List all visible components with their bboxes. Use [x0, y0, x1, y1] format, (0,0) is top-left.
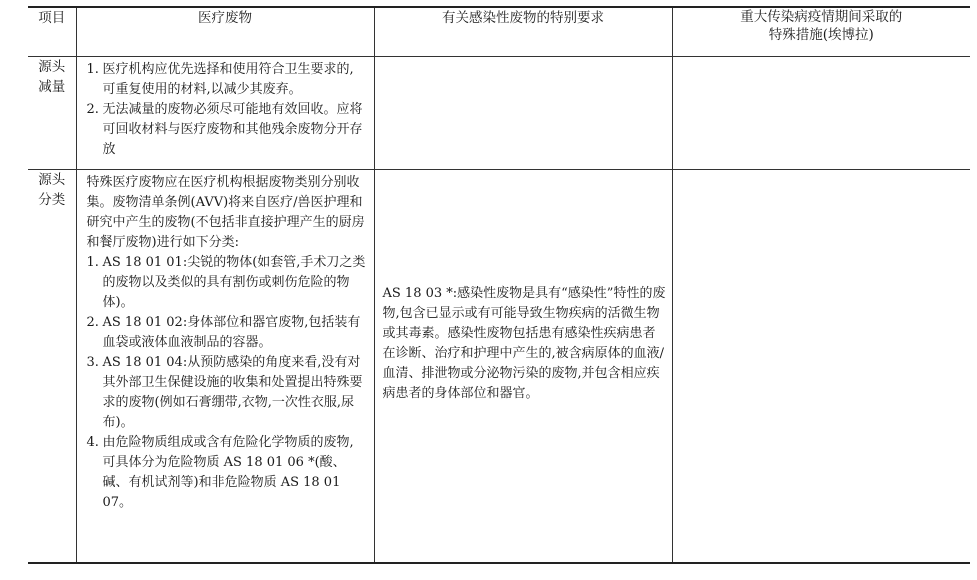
header-ebola-line1: 重大传染病疫情期间采取的: [740, 9, 903, 25]
list-item: [87, 253, 366, 313]
row-item-label: [28, 57, 76, 170]
header-ebola-line2: 特殊措施(埃博拉): [768, 27, 874, 43]
classification-intro: 特殊医疗废物应在医疗机构根据废物类别分别收集。废物清单条例(AVV)将来自医疗/兽医护理和研究中产生的废物(不包括非直接护理产生的厨房和餐厅废物)进行如下分类:: [86, 175, 365, 250]
list-item-text: 由危险物质组成或含有危险化学物质的废物,可具体分为危险物质 AS 18 01 06 *(酸、碱、有机试剂等)和非危险物质 AS 18 01 07。: [102, 435, 354, 510]
list-item: [87, 60, 366, 100]
header-medical-waste: 医疗废物: [76, 7, 374, 57]
cell-infectious-requirements: [374, 170, 672, 564]
list-item-number: 4.: [86, 435, 99, 450]
row-item-line2: 分类: [38, 192, 66, 208]
list-item-text: AS 18 01 01:尖锐的物体(如套管,手术刀之类的废物以及类似的具有割伤或刺伤危险的物体)。: [102, 255, 366, 310]
table-row-source-reduction: [28, 57, 970, 170]
cell-medical-waste: [76, 57, 374, 170]
list-item: [87, 433, 366, 513]
infectious-waste-text: AS 18 03 *:感染性废物是具有“感染性”特性的废物,包含已显示或有可能导致生物疾病的活微生物或其毒素。感染性废物包括患有感染性疾病患者在诊断、治疗和护理中产生的,被含病原体的血液/血清、排泄物或分泌物污染的废物,并包含相应疾病患者的身体部位和器官。: [382, 286, 666, 401]
list-item-number: 1.: [86, 255, 99, 270]
cell-medical-waste: [76, 170, 374, 564]
table-header-row: [28, 7, 970, 57]
medical-waste-list: [87, 253, 366, 513]
cell-ebola-measures: [672, 170, 970, 564]
row-item-line1: 源头: [38, 59, 66, 75]
list-item-text: 医疗机构应优先选择和使用符合卫生要求的,可重复使用的材料,以减少其废弃。: [102, 62, 354, 97]
list-item-number: 3.: [86, 355, 99, 370]
header-item: 项目: [28, 7, 76, 57]
row-item-line2: 减量: [38, 79, 66, 95]
header-infectious-requirements: 有关感染性废物的特别要求: [374, 7, 672, 57]
row-item-line1: 源头: [38, 172, 66, 188]
list-item-text: AS 18 01 04:从预防感染的角度来看,没有对其外部卫生保健设施的收集和处置提出特殊要求的废物(例如石膏绷带,衣物,一次性衣服,尿布)。: [102, 355, 363, 430]
list-item: [87, 313, 366, 353]
table-row-source-classification: [28, 170, 970, 564]
list-item: [87, 100, 366, 160]
list-item-text: AS 18 01 02:身体部位和器官废物,包括装有血袋或液体血液制品的容器。: [102, 315, 361, 350]
header-ebola-measures: [672, 7, 970, 57]
list-item-number: 1.: [86, 62, 99, 77]
list-item-number: 2.: [86, 315, 99, 330]
medical-waste-list: [87, 60, 366, 160]
list-item-number: 2.: [86, 102, 99, 117]
cell-infectious-requirements: [374, 57, 672, 170]
list-item-text: 无法减量的废物必须尽可能地有效回收。应将可回收材料与医疗废物和其他残余废物分开存放: [102, 102, 363, 157]
cell-ebola-measures: [672, 57, 970, 170]
list-item: [87, 353, 366, 433]
row-item-label: [28, 170, 76, 564]
medical-waste-table: [28, 6, 970, 564]
